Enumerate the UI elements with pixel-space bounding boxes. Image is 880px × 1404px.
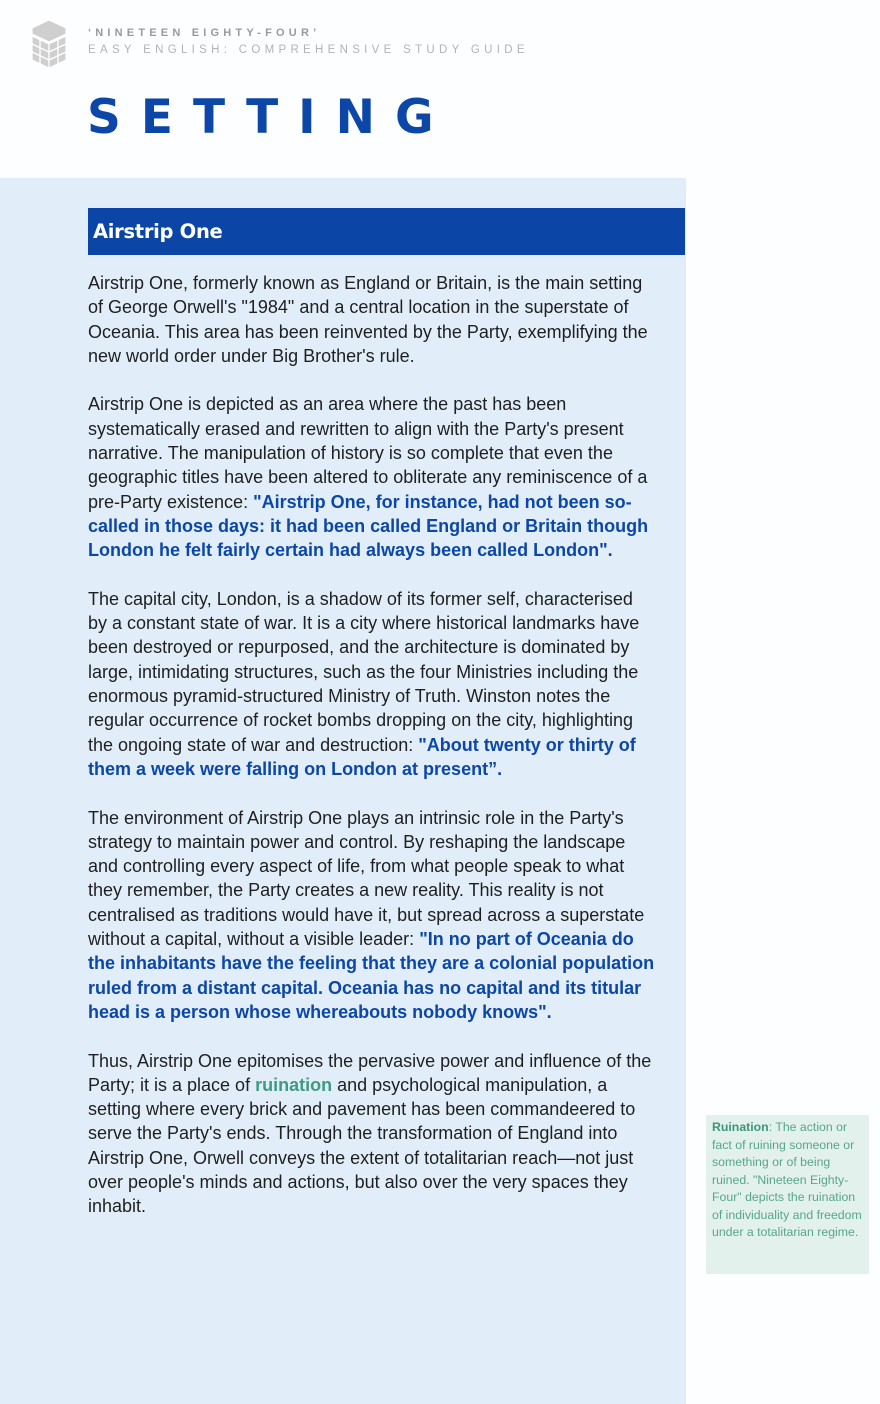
- glossary-note: [706, 1115, 869, 1274]
- glossary-definition: : The action or fact of ruining someone or something or of being ruined. "Nineteen Eighty-Four" depicts the ruination of individuality and freedom under a totalitarian regime.: [712, 1120, 862, 1239]
- body-text: [88, 271, 656, 1243]
- paragraph-5: [88, 1049, 656, 1219]
- series-title: ‘NINETEEN EIGHTY-FOUR’: [88, 27, 321, 39]
- page-title: SETTING: [87, 90, 454, 145]
- paragraph-4: [88, 806, 656, 1025]
- paragraph-1: Airstrip One, formerly known as England or Britain, is the main setting of George Orwell's "1984" and a central location in the superstate of Oceania. This area has been reinvented by the Party, exemplifying the new world order under Big Brother's rule.: [88, 273, 648, 366]
- paragraph-5-after: and psychological manipulation, a setting where every brick and pavement has been commandeered to serve the Party's ends. Through the transformation of England into Airstrip One, Orwell conveys the extent of totalitarian reach—not just over people's minds and actions, but also over the very spaces they inhabit.: [88, 1074, 636, 1217]
- section-header: [88, 208, 685, 255]
- glossary-term-link: ruination: [255, 1074, 333, 1095]
- paragraph-5-before: Thus, Airstrip One epitomises the pervasive power and influence of the Party; it is a place of: [88, 1050, 652, 1095]
- paragraph-2-text: Airstrip One is depicted as an area where the past has been systematically erased and rewritten to align with the Party's present narrative. The manipulation of history is so complete that even the geographic titles have been altered to obliterate any reminiscence of a pre-Party existence:: [88, 394, 648, 512]
- quote-airstrip-one: "Airstrip One, for instance, had not been so-called in those days: it had been called England or Britain though London he felt fairly certain had always been called London".: [88, 491, 649, 561]
- glossary-term: Ruination: [712, 1120, 769, 1134]
- paragraph-2: [88, 392, 656, 562]
- paragraph-3-text: The capital city, London, is a shadow of its former self, characterised by a constant state of war. It is a city where historical landmarks have been destroyed or repurposed, and the architecture is dominated by large, intimidating structures, such as the four Ministries including the enormous pyramid-structured Ministry of Truth. Winston notes the regular occurrence of rocket bombs dropping on the city, highlighting the ongoing state of war and destruction:: [88, 588, 640, 755]
- guide-subtitle: EASY ENGLISH: COMPREHENSIVE STUDY GUIDE: [88, 44, 529, 56]
- paragraph-4-text: The environment of Airstrip One plays an intrinsic role in the Party's strategy to maintain power and control. By reshaping the landscape and controlling every aspect of life, from what people speak to what they remember, the Party creates a new reality. This reality is not centralised as traditions would have it, but spread across a superstate without a capital, without a visible leader:: [88, 807, 645, 950]
- book-stack-icon: [28, 18, 70, 70]
- section-title: Airstrip One: [93, 220, 223, 243]
- quote-rocket-bombs: "About twenty or thirty of them a week were falling on London at present”.: [88, 734, 636, 779]
- paragraph-3: [88, 587, 656, 781]
- quote-oceania-capital: "In no part of Oceania do the inhabitants have the feeling that they are a colonial population ruled from a distant capital. Oceania has no capital and its titular head is a person whose whereabouts nobody knows".: [88, 929, 655, 1022]
